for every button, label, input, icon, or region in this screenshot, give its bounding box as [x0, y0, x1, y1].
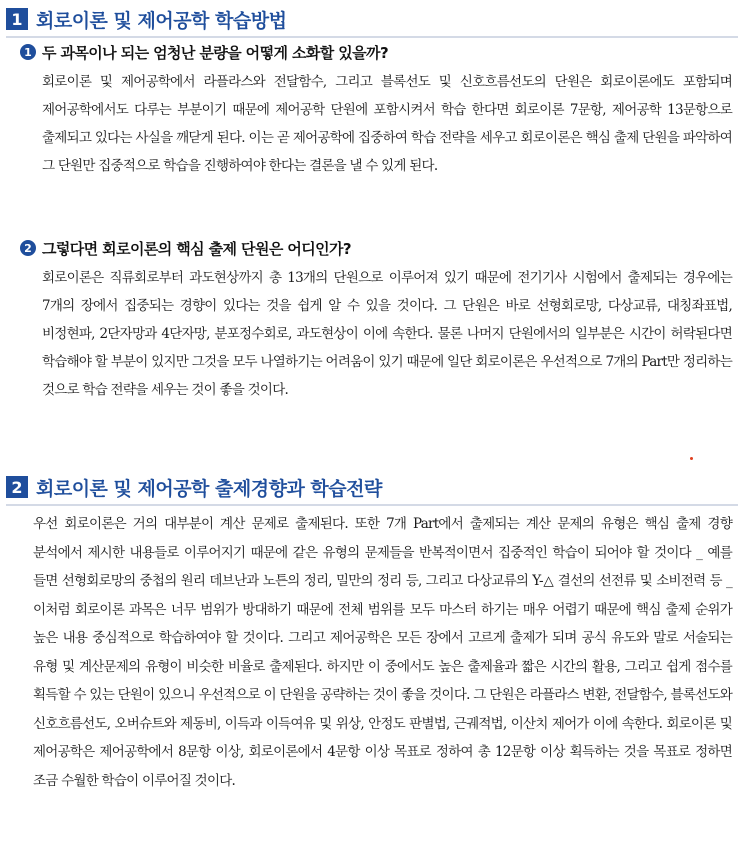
question-2-body: 회로이론은 직류회로부터 과도현상까지 총 13개의 단원으로 이루어져 있기 때문에 전기기사 시험에서 출제되는 경우에는 7개의 장에서 집중되는 경향이 있다는 것을 쉽게 알 수 있을 것이다. 그 단원은 바로 선형회로망, 다상교류, 대칭좌표법, 비정현파, 2단자망과 4단자망, 분포정수회로, 과도현상이 이에 속한다. 물론 나머지 단원에서의 일부분은 시간이 허락된다면 학습해야 할 부분이 있지만 그것을 모두 나열하기는 어려움이 있기 때문에 일단 회로이론은 우선적으로 7개의 Part만 정리하는 것으로 학습 전략을 세우는 것이 좋을 것이다. — [42, 270, 732, 398]
section-number-badge: 1 — [6, 8, 28, 30]
question-number-marker: 1 — [20, 44, 36, 60]
question-1-header — [20, 40, 734, 64]
section-1-header — [6, 2, 738, 38]
question-1-body: 회로이론 및 제어공학에서 라플라스와 전달함수, 그리고 블록선도 및 신호흐름선도의 단원은 회로이론에도 포함되며 제어공학에서도 다루는 부분이기 때문에 제어공학 단원에 포함시켜서 학습 한다면 회로이론 7문항, 제어공학 13문항으로 출제되고 있다는 사실을 깨닫게 된다. 이는 곧 제어공학에 집중하여 학습 전략을 세우고 회로이론은 핵심 출제 단원을 파악하여 그 단원만 집중적으로 학습을 진행하여야 한다는 결론을 낼 수 있게 된다. — [42, 74, 732, 174]
decorative-dot — [690, 457, 693, 460]
section-number-badge: 2 — [6, 476, 28, 498]
section-2-header — [6, 470, 738, 506]
question-2-title: 그렇다면 회로이론의 핵심 출제 단원은 어디인가? — [42, 239, 352, 258]
question-number-marker: 2 — [20, 240, 36, 256]
question-1-title: 두 과목이나 되는 엄청난 분량을 어떻게 소화할 있을까? — [42, 43, 389, 62]
section-1-title: 회로이론 및 제어공학 학습방법 — [36, 9, 287, 32]
section-2-title: 회로이론 및 제어공학 출제경향과 학습전략 — [36, 477, 382, 500]
section-2-body: 우선 회로이론은 거의 대부분이 계산 문제로 출제된다. 또한 7개 Part에서 출제되는 계산 문제의 유형은 핵심 출제 경향 분석에서 제시한 내용들로 이루어지기 때문에 같은 유형의 문제들을 반복적이면서 집중적인 학습이 되어야 할 것이다 _ 예를 들면 선형회로망의 중첩의 원리 데브난과 노튼의 정리, 밀만의 정리 등, 그리고 다상교류의 Y-△ 결선의 선전류 및 소비전력 등 _ 이처럼 회로이론 과목은 너무 범위가 방대하기 때문에 전체 범위를 모두 마스터 하기는 매우 어렵기 때문에 핵심 출제 순위가 높은 내용 중심적으로 학습하여야 할 것이다. 그리고 제어공학은 모든 장에서 고르게 출제가 되며 공식 유도와 말로 서술되는 유형 및 계산문제의 유형이 비슷한 비율로 출제된다. 하지만 이 중에서도 높은 출제율과 짧은 시간의 활용, 그리고 쉽게 점수를 획득할 수 있는 단원이 있으니 우선적으로 이 단원을 공략하는 것이 좋을 것이다. 그 단원은 라플라스 변환, 전달함수, 블록선도와 신호흐름선도, 오버슈트와 제동비, 이득과 이득여유 및 위상, 안정도 판별법, 근궤적법, 이산치 제어가 이에 속한다. 회로이론 및 제어공학은 제어공학에서 8문항 이상, 회로이론에서 4문항 이상 목표로 정하여 총 12문항 이상 획득하는 것을 목표로 정하면 조금 수월한 학습이 이루어질 것이다. — [33, 516, 732, 789]
question-2-header — [20, 236, 734, 260]
